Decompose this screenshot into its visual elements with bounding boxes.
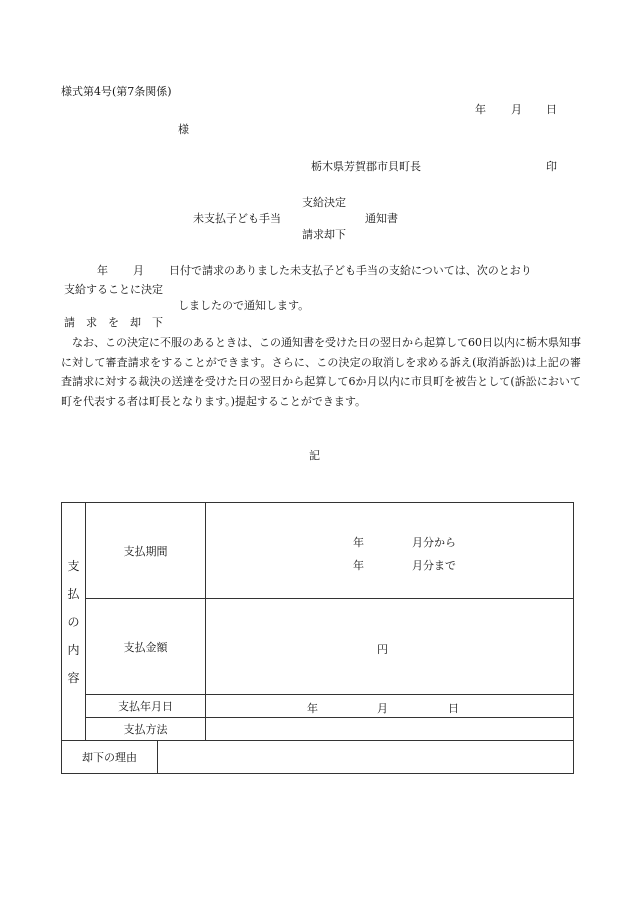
- issuer-name: 栃木県芳賀郡市貝町長: [311, 160, 421, 173]
- title-option-grant: 支給決定: [302, 196, 346, 209]
- title-suffix: 通知書: [365, 212, 398, 225]
- reject-reason-label: 却下の理由: [62, 741, 158, 774]
- title-option-reject: 請求却下: [302, 228, 346, 241]
- body-date-year: 年: [97, 264, 108, 277]
- group-char: 支: [67, 558, 80, 573]
- period-from-month: 月分から: [412, 536, 456, 549]
- seal-mark: 印: [546, 160, 557, 173]
- body-date-month: 月: [133, 264, 144, 277]
- period-to-month: 月分まで: [412, 559, 456, 572]
- date-day-label: 日: [546, 103, 557, 116]
- body-option-reject: 請 求 を 却 下: [64, 316, 163, 329]
- payment-date-year: 年: [307, 702, 318, 715]
- group-char: 内: [67, 642, 80, 657]
- payment-amount-value[interactable]: [206, 599, 574, 695]
- body-option-grant: 支給することに決定: [64, 283, 163, 296]
- body-line1: 日付で請求のありました未支払子ども手当の支給については、次のとおり: [169, 264, 532, 277]
- payment-period-label: 支払期間: [86, 503, 206, 599]
- payment-method-value[interactable]: [206, 718, 574, 741]
- form-number: 様式第4号(第7条関係): [61, 85, 172, 98]
- appeal-paragraph: なお、この決定に不服のあるときは、この通知書を受けた日の翌日から起算して60日以内に栃木県知事に対して審査請求をすることができます。さらに、この決定の取消しを求める訴え(取消訴訟)は上記の審査請求に対する裁決の送達を受けた日の翌日から起算して6か月以内に市貝町を被告として(訴訟において町を代表する者は町長となります。)提起することができます。: [61, 336, 581, 408]
- date-month-label: 月: [511, 103, 522, 116]
- payment-content-group-label: [62, 503, 86, 741]
- payment-details-table: [61, 502, 574, 774]
- date-year-label: 年: [475, 103, 486, 116]
- payment-period-value[interactable]: [206, 503, 574, 599]
- payment-date-day: 日: [448, 702, 459, 715]
- group-char: 容: [67, 670, 80, 685]
- addressee-suffix: 様: [178, 123, 189, 136]
- amount-unit: 円: [377, 643, 388, 656]
- period-to-year: 年: [353, 559, 364, 572]
- title-main: 未支払子ども手当: [193, 212, 281, 225]
- payment-method-label: 支払方法: [86, 718, 206, 741]
- reject-reason-value[interactable]: [158, 741, 574, 774]
- body-notice-tail: しましたので通知します。: [178, 299, 310, 312]
- ki-heading: 記: [309, 449, 320, 462]
- payment-date-month: 月: [377, 702, 388, 715]
- payment-amount-label: 支払金額: [86, 599, 206, 695]
- group-char: の: [67, 614, 80, 629]
- payment-date-value[interactable]: [206, 695, 574, 718]
- period-from-year: 年: [353, 536, 364, 549]
- payment-date-label: 支払年月日: [86, 695, 206, 718]
- group-char: 払: [67, 586, 80, 601]
